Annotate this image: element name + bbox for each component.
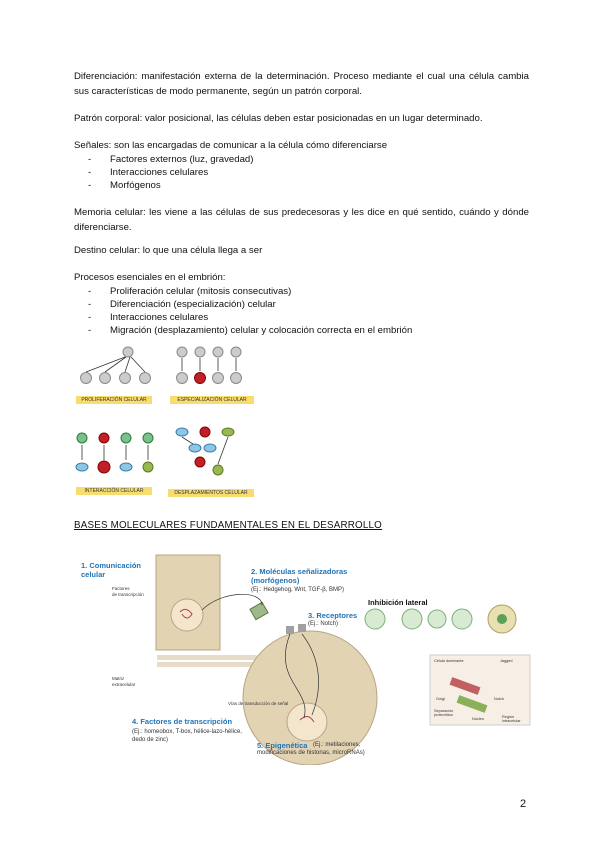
list-item: - Factores externos (luz, gravedad) <box>88 153 253 166</box>
moleculas-line-2: (morfógenos) <box>251 576 300 585</box>
moleculas-example: (Ej.: Hedgehog, Wnt, TGF-β, BMP) <box>251 587 345 593</box>
list-item: - Diferenciación (especialización) celular <box>88 298 412 311</box>
figure-essential-processes <box>70 340 260 505</box>
inset-label: Célula dominante <box>434 659 464 663</box>
factores-transcripcion-line-2: dedo de zinc) <box>132 737 169 743</box>
paragraph-memoria: Memoria celular: les viene a las células de sus predecesoras y les dice en qué sentido, cuándo y dónde diferenciarse. <box>74 207 529 233</box>
receptores-example: (Ej.: Notch) <box>308 621 339 627</box>
matriz-line-2: extracelular <box>112 681 136 687</box>
factores-transcripcion-line-1: (Ej.: homeobox, T-box, hélice-lazo-hélice, <box>132 729 242 735</box>
proliferation-diagram <box>81 347 151 384</box>
epigenetica-line-2: modificaciones de histonas, microRNAs) <box>257 750 365 756</box>
matriz-line-1: Matriz <box>112 676 125 681</box>
specialization-diagram <box>177 347 242 384</box>
paragraph-destino: Destino celular: lo que una célula llega a ser <box>74 245 263 256</box>
vias-label: Vías de transducción de señal <box>228 701 289 706</box>
paragraph-procesos: Procesos esenciales en el embrión: <box>74 272 226 283</box>
factores-transcripcion-label: 4. Factores de transcripción <box>132 717 233 726</box>
procesos-list <box>88 285 412 337</box>
figure-label-desplazamientos: DESPLAZAMIENTOS CELULAR <box>168 489 254 497</box>
list-item: - Migración (desplazamiento) celular y colocación correcta en el embrión <box>88 324 412 337</box>
paragraph-patron-corporal: Patrón corporal: valor posicional, las células deben estar posicionadas en un lugar determinado. <box>74 113 483 124</box>
comunicacion-label <box>81 561 141 579</box>
inset-label: Región intracelular <box>502 715 521 723</box>
list-item: - Proliferación celular (mitosis consecutivas) <box>88 285 412 298</box>
epigenetica-example <box>257 741 365 757</box>
moleculas-label <box>251 567 347 585</box>
list-item: - Morfógenos <box>88 179 253 192</box>
migration-diagram <box>176 427 234 475</box>
inset-labels <box>432 657 532 727</box>
inset-label: Núcleo <box>472 717 484 721</box>
receptores-label: 3. Receptores <box>308 611 358 620</box>
inhibicion-label: Inhibición lateral <box>368 598 428 607</box>
factores-line-2: de transcripción <box>112 591 144 597</box>
inset-label: Jagged <box>500 659 513 663</box>
comunicacion-line-1: 1. Comunicación <box>81 561 142 570</box>
comunicacion-line-2: celular <box>81 570 106 579</box>
section-heading: BASES MOLECULARES FUNDAMENTALES EN EL DESARROLLO <box>74 520 382 531</box>
inset-label: Golgi <box>436 697 445 701</box>
page-number: 2 <box>520 798 527 810</box>
moleculas-line-1: 2. Moléculas señalizadoras <box>251 567 348 576</box>
factores-transcripcion-example <box>132 728 242 744</box>
figure-label-proliferacion: PROLIFERACIÓN CELULAR <box>76 396 152 404</box>
paragraph-senales: Señales: son las encargadas de comunicar a la célula cómo diferenciarse <box>74 140 388 151</box>
factores-label <box>112 586 144 597</box>
epigenetica-label: 5. Epigenética <box>257 741 308 750</box>
list-item: - Interacciones celulares <box>88 311 412 324</box>
factores-line-1: Factores <box>112 586 130 591</box>
lateral-inhibition-diagram <box>365 605 516 633</box>
matriz-label <box>112 676 135 687</box>
inset-label: Notch <box>494 697 504 701</box>
figure-label-interaccion: INTERACCIÓN CELULAR <box>76 487 152 495</box>
epigenetica-line-1: (Ej.: metilaciones, <box>313 742 361 748</box>
inset-label: Separación proteolítica <box>434 709 454 717</box>
interaction-diagram <box>76 433 153 473</box>
figure-label-especializacion: ESPECIALIZACIÓN CELULAR <box>170 396 254 404</box>
senales-list <box>88 153 253 192</box>
paragraph-diferenciacion: Diferenciación: manifestación externa de la determinación. Proceso mediante el cual una célula cambia sus características de modo permanente, según un patrón corporal. <box>74 71 529 97</box>
list-item: - Interacciones celulares <box>88 166 253 179</box>
